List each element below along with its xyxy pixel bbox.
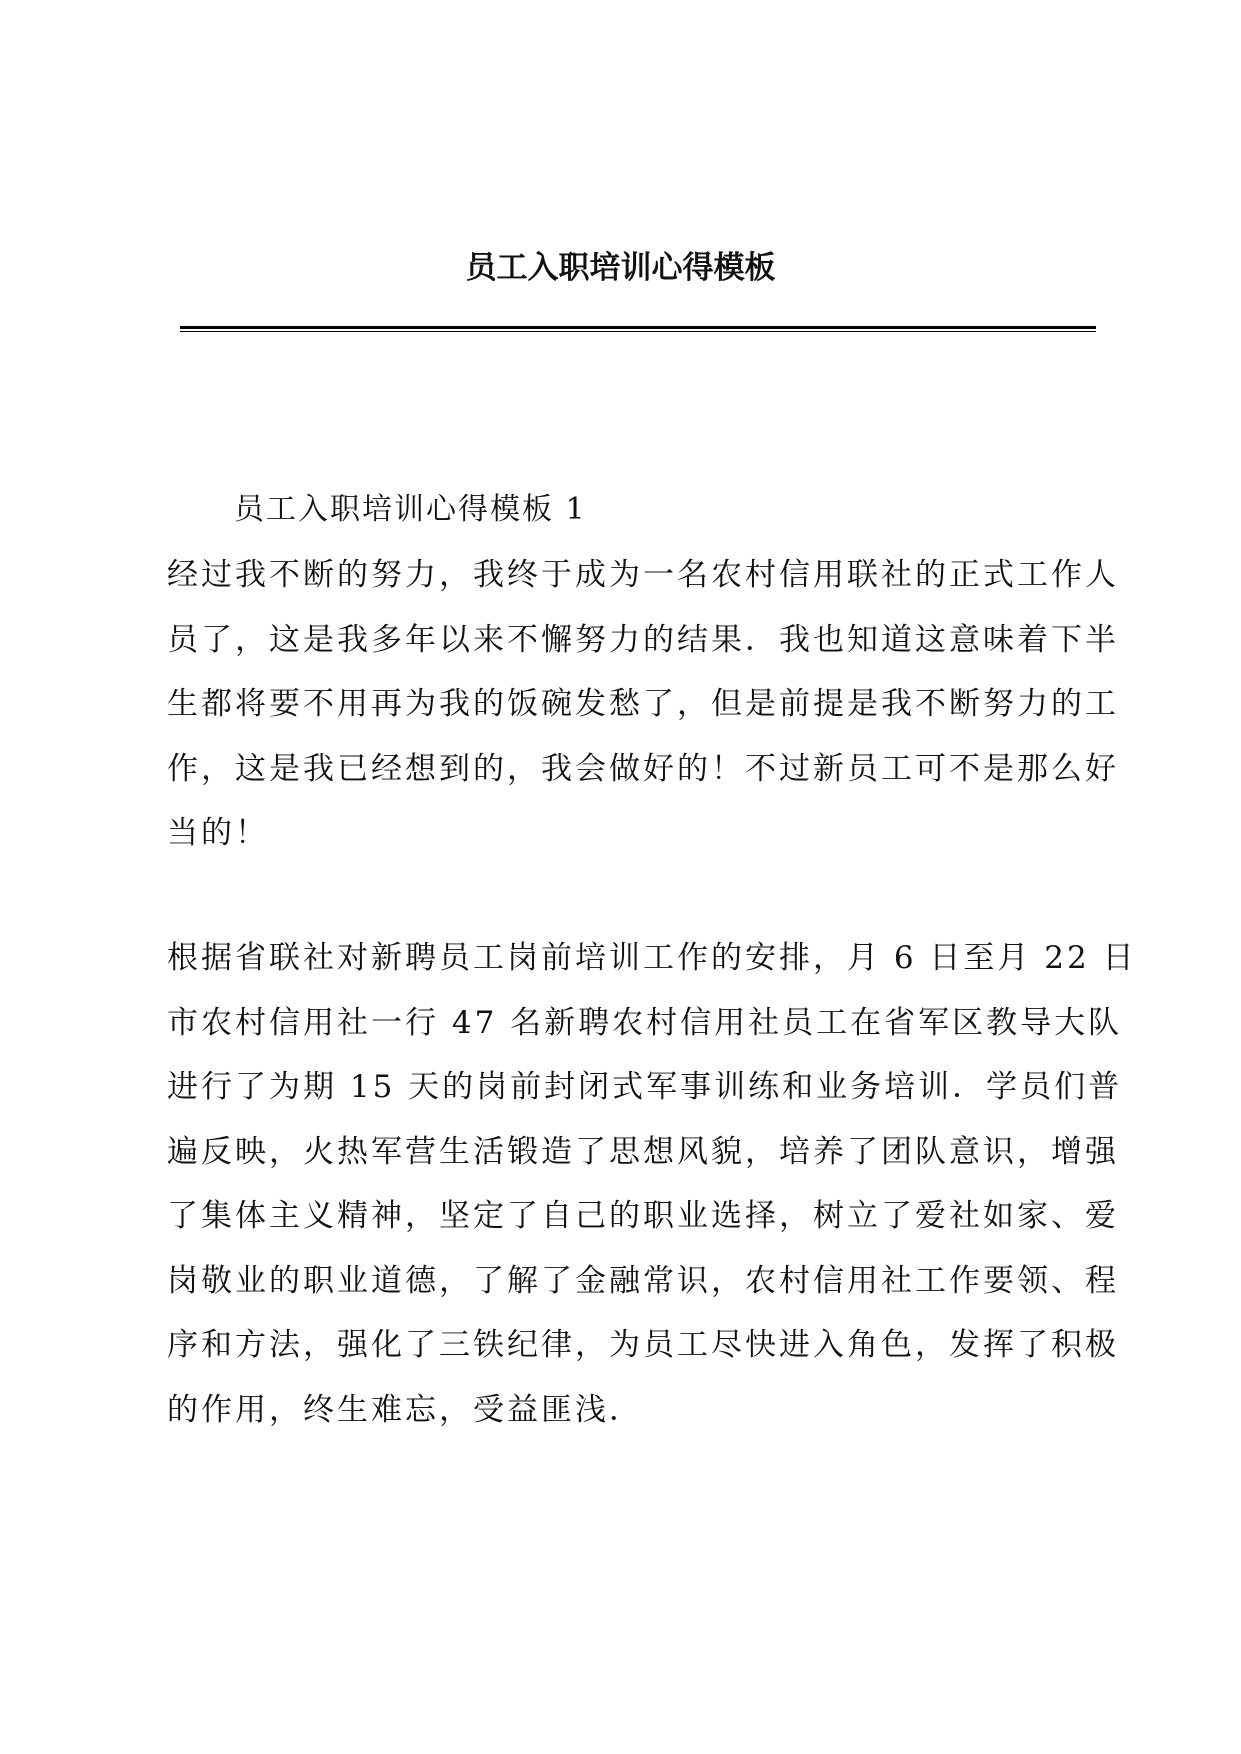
title-double-rule (180, 326, 1096, 332)
paragraph-line: 根据省联社对新聘员工岗前培训工作的安排，月 6 日至月 22 日 (167, 940, 1137, 976)
paragraph-line: 当的！ (167, 815, 269, 851)
paragraph-1 (167, 555, 1119, 878)
paragraph-line: 经过我不断的努力，我终于成为一名农村信用联社的正式工作人 (167, 557, 1119, 593)
paragraph-line: 遍反映，火热军营生活锻造了思想风貌，培养了团队意识，增强 (167, 1133, 1119, 1170)
paragraph-line: 员了，这是我多年以来不懈努力的结果．我也知道这意味着下半 (167, 621, 1119, 658)
paragraph-line: 了集体主义精神，坚定了自己的职业选择，树立了爱社如家、爱 (167, 1198, 1119, 1234)
paragraph-line: 进行了为期 15 天的岗前封闭式军事训练和业务培训．学员们普 (167, 1069, 1123, 1105)
paragraph-line: 市农村信用社一行 47 名新聘农村信用社员工在省军区教导大队 (167, 1004, 1123, 1041)
paragraph-line: 作，这是我已经想到的，我会做好的！不过新员工可不是那么好 (167, 750, 1119, 787)
paragraph-line: 的作用，终生难忘，受益匪浅． (167, 1391, 643, 1428)
section-heading: 员工入职培训心得模板 1 (234, 492, 587, 527)
document-title: 员工入职培训心得模板 (465, 250, 776, 286)
paragraph-line: 生都将要不用再为我的饭碗发愁了，但是前提是我不断努力的工 (167, 686, 1119, 722)
paragraph-line: 序和方法，强化了三铁纪律，为员工尽快进入角色，发挥了积极 (167, 1327, 1119, 1363)
paragraph-line: 岗敬业的职业道德，了解了金融常识，农村信用社工作要领、程 (167, 1262, 1119, 1299)
paragraph-2 (167, 938, 1137, 1454)
